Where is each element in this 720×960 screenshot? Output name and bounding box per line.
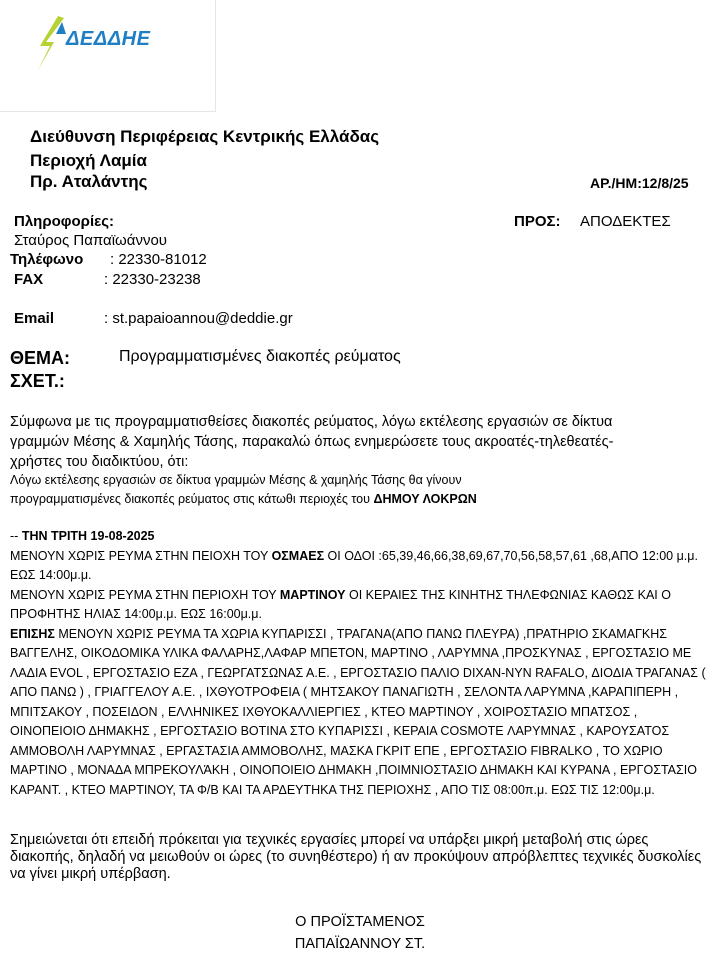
outage-schedule bbox=[10, 527, 716, 800]
phone-label: Τηλέφωνο bbox=[10, 251, 84, 268]
email-label: Email bbox=[14, 310, 55, 327]
header-area: Περιοχή Λαμία bbox=[30, 151, 147, 170]
schedule-area-name: ΜΑΡΤΙΝΟΥ bbox=[279, 587, 346, 602]
schedule-item-text: ΜΕΝΟΥΝ ΧΩΡΙΣ ΡΕΥΜΑ ΣΤΗΝ ΠΕΡΙΟΧΗ ΤΟΥ bbox=[10, 587, 280, 602]
schedule-date-line bbox=[10, 527, 716, 547]
subject-value: Προγραμματισμένες διακοπές ρεύματος bbox=[119, 348, 401, 365]
email-value: : st.papaioannou@deddie.gr bbox=[104, 310, 293, 327]
date-prefix: -- bbox=[10, 529, 22, 543]
reference-number: ΑΡ./ΗΜ:12/8/25 bbox=[590, 175, 689, 191]
contact-name: Σταύρος Παπαϊωάννου bbox=[14, 232, 167, 249]
intro-line-5-text: προγραμματισμένες διακοπές ρεύματος στις κάτωθι περιοχές του bbox=[10, 492, 374, 506]
schedule-item-text: ΟΙ ΚΕΡΑΙΕΣ ΤΗΣ ΚΙΝΗΤΗΣ ΤΗΛΕΦΩΝΙΑΣ ΚΑΘΩΣ ΚΑΙ Ο ΠΡΟΦΗΤΗΣ ΗΛΙΑΣ 14:00μ.μ. ΕΩΣ 16:00μ.μ. bbox=[10, 587, 671, 621]
subject-label: ΘΕΜΑ: bbox=[10, 348, 70, 368]
schedule-also-label: ΕΠΙΣΗΣ bbox=[10, 626, 55, 641]
disclaimer-note: Σημειώνεται ότι επειδή πρόκειται για τεχνικές εργασίες μπορεί να υπάρξει μικρή μεταβολή στις ώρες διακοπής, δηλαδή να μειωθούν οι ώρες (το συνηθέστερο) ή αν προκύψουν απρόβλεπτες τεχνικές δυσκολίες να γίνει μικρή υπέρβαση. bbox=[10, 832, 702, 882]
recipient-value: ΑΠΟΔΕΚΤΕΣ bbox=[580, 213, 671, 230]
signature-title: Ο ΠΡΟΪΣΤΑΜΕΝΟΣ bbox=[295, 914, 425, 930]
intro-line-5 bbox=[10, 490, 477, 509]
fax-value: : 22330-23238 bbox=[104, 271, 201, 288]
intro-line-4: Λόγω εκτέλεσης εργασιών σε δίκτυα γραμμών Μέσης & χαμηλής Τάσης θα γίνουν bbox=[10, 473, 462, 487]
phone-value: : 22330-81012 bbox=[110, 251, 207, 268]
reference-label: ΣΧΕΤ.: bbox=[10, 371, 65, 391]
header-office: Πρ. Αταλάντης bbox=[30, 172, 148, 191]
schedule-item-text: ΟΙ ΟΔΟΙ :65,39,46,66,38,69,67,70,56,58,57,61 ,68,ΑΠΟ 12:00 μ.μ. ΕΩΣ 14:00μ.μ. bbox=[10, 548, 698, 582]
schedule-area-name: ΟΣΜΑΕΣ bbox=[271, 548, 325, 563]
fax-label: FAX bbox=[14, 271, 44, 288]
schedule-item-villages bbox=[10, 625, 716, 801]
schedule-item-martino bbox=[10, 586, 716, 625]
header-directorate: Διεύθυνση Περιφέρειας Κεντρικής Ελλάδας bbox=[30, 127, 380, 146]
municipality-name: ΔΗΜΟΥ ΛΟΚΡΩΝ bbox=[373, 492, 477, 506]
intro-line-1: Σύμφωνα με τις προγραμματισθείσες διακοπές ρεύματος, λόγω εκτέλεσης εργασιών σε δίκτυα bbox=[10, 414, 613, 430]
schedule-date: ΤΗΝ ΤΡΙΤΗ 19-08-2025 bbox=[21, 529, 155, 543]
signature-name: ΠΑΠΑΪΩΑΝΝΟΥ ΣΤ. bbox=[294, 936, 426, 952]
intro-line-3: χρήστες του διαδικτύου, ότι: bbox=[10, 454, 189, 470]
intro-line-2: γραμμών Μέσης & Χαμηλής Τάσης, παρακαλώ όπως ενημερώσετε τους ακροατές-τηλεθεατές- bbox=[10, 434, 614, 450]
logo-text: ΔΕΔΔΗΕ bbox=[66, 28, 151, 50]
schedule-item-osmaes bbox=[10, 547, 716, 586]
recipient-label: ΠΡΟΣ: bbox=[514, 213, 561, 230]
schedule-item-text: ΜΕΝΟΥΝ ΧΩΡΙΣ ΡΕΥΜΑ ΣΤΗΝ ΠΕΙΟΧΗ ΤΟΥ bbox=[10, 548, 272, 563]
schedule-item-text: ΜΕΝΟΥΝ ΧΩΡΙΣ ΡΕΥΜΑ ΤΑ ΧΩΡΙΑ ΚΥΠΑΡΙΣΣΙ , ΤΡΑΓΑΝΑ(ΑΠΟ ΠΑΝΩ ΠΛΕΥΡΑ) ,ΠΡΑΤΗΡΙΟ ΣΚΑΜΑΓΚΗΣ ΒΑΓΓΕΛΗΣ, ΟΙΚΟΔΟΜΙΚΑ ΥΛΙΚΑ ΦΑΛΑΡΗΣ,ΛΑΦΑΡ ΜΠΕΤΟΝ, ΜΑΡΤΙΝΟ , ΛΑΡΥΜΝΑ ,ΠΡΟΣΚΥΝΑΣ , ΕΡΓΟΣΤΑΣΙΟ ΜΕ ΛΑΔΙΑ EVOL , ΕΡΓΟΣΤΑΣΙΟ ΕΖΑ , ΓΕΩΡΓΑΤΣΩΝΑΣ Α.Ε. , ΕΡΓΟΣΤΑΣΙΟ ΠΑΛΙΟ DIXAN-NYN RAFALO, ΔΙΟΔΙΑ ΤΡΑΓΑΝΑΣ ( ΑΠΟ ΠΑΝΩ ) , ΓΡΙΑΓΓΕΛΟΥ Α.Ε. , ΙΧΘΥΟΤΡΟΦΕΙΑ ( ΜΗΤΣΑΚΟΥ ΠΑΝΑΓΙΩΤΗ , ΣΕΛΟΝΤΑ ΛΑΡΥΜΝΑ ,ΚΑΡΑΠΙΠΕΡΗ , ΜΠΙΤΣΑΚΟΥ , ΠΟΣΕΙΔΟΝ , ΕΛΛΗΝΙΚΕΣ ΙΧΘΥΟΚΑΛΛΙΕΡΓΙΕΣ , ΚΤΕΟ ΜΑΡΤΙΝΟΥ , ΧΟΙΡΟΣΤΑΣΙΟ ΜΠΑΤΣΟΣ , ΟΙΝΟΠΕΙΟΙΟ ΔΗΜΑΚΗΣ , ΕΡΓΟΣΤΑΣΙΟ ΒΟΤΙΝΑ ΣΤΟ ΚΥΠΑΡΙΣΣΙ , ΚΕΡΑΙΑ COSMOTE ΛΑΡΥΜΝΑΣ , ΚΑΡΟΥΣΑΤΟΣ ΑΜΜΟΒΟΛΗ ΛΑΡΥΜΝΑΣ , ΕΡΓΑΣΤΑΣΙΑ ΑΜΜΟΒΟΛΗΣ, ΜΑΣΚΑ ΓΚΡΙΤ ΕΠΕ , ΕΡΓΟΣΤΑΣΙΟ FIBRALKO , ΤΟ ΧΩΡΙΟ ΜΑΡΤΙΝΟ , ΜΟΝΑΔΑ ΜΠΡΕΚΟΥΛΆΚΗ , ΟΙΝΟΠΟΙΕΙΟ ΔΗΜΑΚΗ ,ΠΟΙΜΝΙΟΣΤΑΣΙΟ ΔΗΜΑΚΗ ΚΑΙ ΚΥΡΑΝΑ , ΕΡΓΟΣΤΑΣΙΟ ΚΑΡΑΝΤ. , ΚΤΕΟ ΜΑΡΤΙΝΟΥ, ΤΑ Φ/Β ΚΑΙ ΤΑ ΑΡΔΕΥΤΗΚΑ ΤΗΣ ΠΕΡΙΟΧΗΣ , ΑΠΟ ΤΙΣ 08:00π.μ. ΕΩΣ ΤΙΣ 12:00μ.μ. bbox=[10, 626, 706, 797]
info-label: Πληροφορίες: bbox=[14, 213, 115, 230]
logo bbox=[0, 0, 216, 112]
